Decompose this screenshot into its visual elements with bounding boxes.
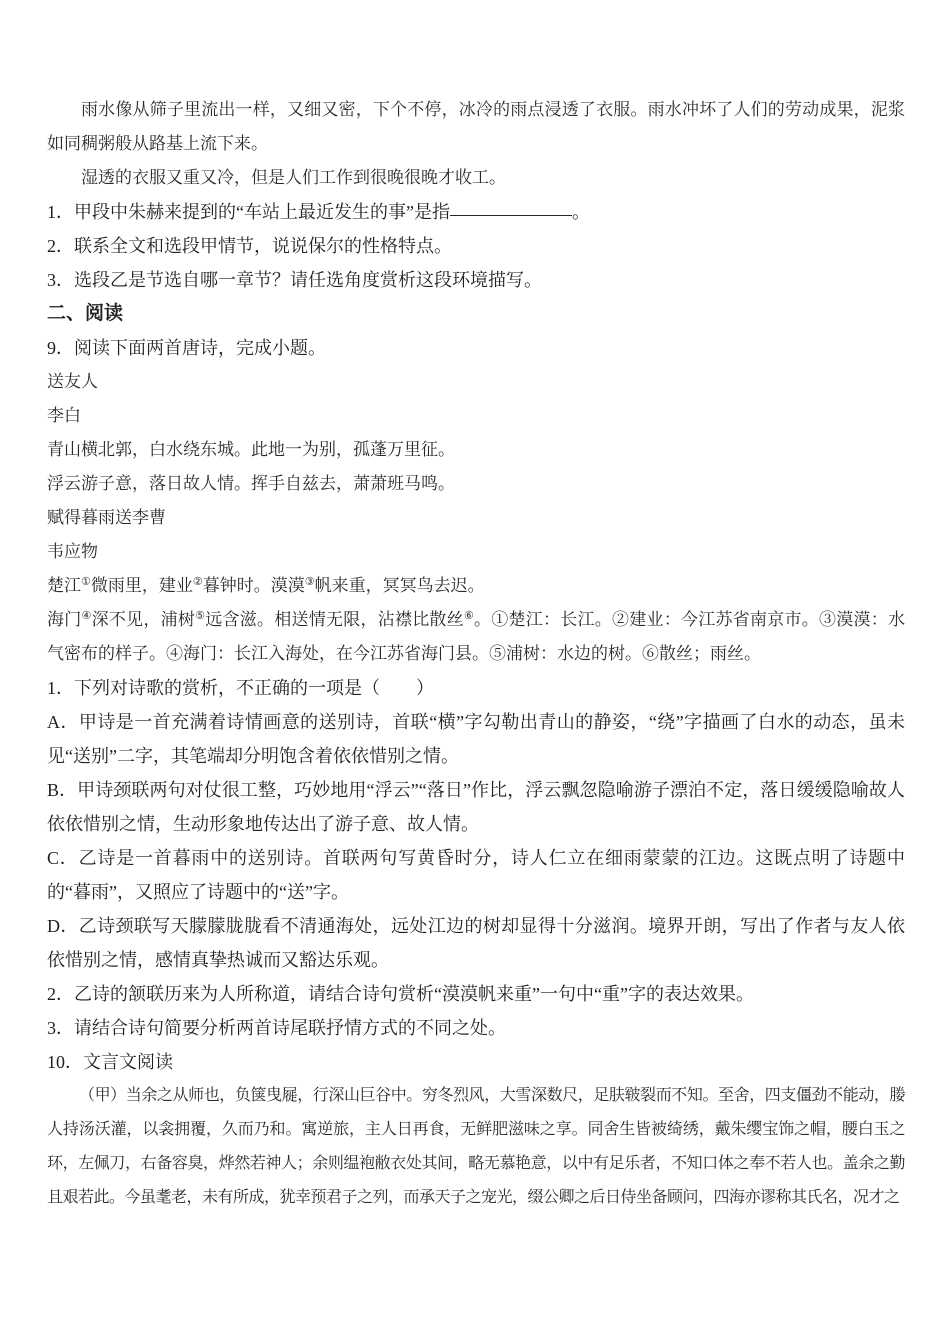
answer-blank — [450, 211, 572, 216]
option-d: D．乙诗颈联写天朦朦胧胧看不清通海处，远处江边的树却显得十分滋润。境界开朗，写出了作者与友人依依惜别之情，感情真挚热诚而又豁达乐观。 — [47, 916, 905, 970]
question-9-intro: 9．阅读下面两首唐诗，完成小题。 — [47, 338, 326, 358]
note-marker-2: ② — [192, 576, 203, 588]
poem-notes-text: 。①楚江：长江。②建业：今江苏省南京市。③漠漠：水气密布的样子。④海门：长江入海处，在今江苏省海门县。⑤浦树：水边的树。⑥散丝；雨丝。 — [47, 610, 905, 663]
sub-question-3: 3．请结合诗句简要分析两首诗尾联抒情方式的不同之处。 — [47, 1018, 506, 1038]
poem-text-run: 远含滋。相送情无限，沾襟比散丝 — [205, 610, 464, 629]
poem-2-line-1 — [47, 569, 905, 603]
note-marker-3: ③ — [304, 576, 315, 588]
poem-text-run: 深不见，浦树 — [91, 610, 196, 629]
option-b: B．甲诗颈联两句对仗很工整，巧妙地用“浮云”“落日”作比，浮云飘忽隐喻游子漂泊不定，落日缓缓隐喻故人依依惜别之情，生动形象地传达出了游子意、故人情。 — [47, 780, 905, 834]
question-1 — [47, 195, 905, 229]
narrative-paragraph-1: 雨水像从筛子里流出一样，又细又密，下个不停，冰冷的雨点浸透了衣服。雨水冲坏了人们的劳动成果，泥浆如同稠粥般从路基上流下来。 — [47, 100, 905, 153]
option-a: A．甲诗是一首充满着诗情画意的送别诗，首联“横”字勾勒出青山的静姿，“绕”字描画了白水的动态，虽未见“送别”二字，其笔端却分明饱含着依依惜别之情。 — [47, 712, 905, 766]
poem-1-title: 送友人 — [47, 372, 98, 391]
note-marker-1: ① — [81, 576, 91, 588]
note-marker-6: ⑥ — [463, 610, 475, 622]
question-2: 2．联系全文和选段甲情节，说说保尔的性格特点。 — [47, 236, 452, 256]
question-1-period: 。 — [571, 202, 590, 222]
poem-2-author: 韦应物 — [47, 542, 98, 561]
narrative-paragraph-2: 湿透的衣服又重又冷，但是人们工作到很晚很晚才收工。 — [81, 168, 506, 187]
poem-text-run: 楚江 — [47, 576, 81, 595]
note-marker-5: ⑤ — [195, 610, 206, 622]
note-marker-4: ④ — [81, 610, 92, 622]
question-1-text: 1．甲段中朱赫来提到的“车站上最近发生的事”是指 — [47, 202, 450, 222]
section-2-heading: 二、阅读 — [47, 303, 124, 324]
poem-text-run: 帆来重，冥冥鸟去迟。 — [314, 576, 485, 595]
poem-1-author: 李白 — [47, 406, 81, 425]
question-3: 3．选段乙是节选自哪一章节？请任选角度赏析这段环境描写。 — [47, 270, 542, 290]
poem-1-line-2: 浮云游子意，落日故人情。挥手自兹去，萧萧班马鸣。 — [47, 474, 455, 493]
poem-text-run: 暮钟时。漠漠 — [202, 576, 305, 595]
option-c: C．乙诗是一首暮雨中的送别诗。首联两句写黄昏时分，诗人仁立在细雨蒙蒙的江边。这既点明了诗题中的“暮雨”，又照应了诗题中的“送”字。 — [47, 848, 905, 902]
poem-1-line-1: 青山横北郭，白水绕东城。此地一为别，孤蓬万里征。 — [47, 440, 455, 459]
sub-question-1: 1．下列对诗歌的赏析，不正确的一项是（ ） — [47, 678, 434, 698]
poem-2-title: 赋得暮雨送李曹 — [47, 508, 166, 527]
question-10-heading: 10．文言文阅读 — [47, 1052, 173, 1072]
poem-text-run: 海门 — [47, 610, 82, 629]
sub-question-2: 2．乙诗的颔联历来为人所称道，请结合诗句赏析“漠漠帆来重”一句中“重”字的表达效果。 — [47, 984, 754, 1004]
poem-2-line-2-and-notes — [47, 603, 905, 671]
poem-text-run: 微雨里，建业 — [90, 576, 193, 595]
classical-passage: （甲）当余之从师也，负箧曳屣，行深山巨谷中。穷冬烈风，大雪深数尺，足肤皲裂而不知。至舍，四支僵劲不能动，媵人持汤沃灌，以衾拥覆，久而乃和。寓逆旅，主人日再食，无鲜肥滋味之享。同舍生皆被绮绣，戴朱缨宝饰之帽，腰白玉之环，左佩刀，右备容臭，烨然若神人；余则缊袍敝衣处其间，略无慕艳意，以中有足乐者，不知口体之奉不若人也。盖余之勤且艰若此。今虽耄老，未有所成，犹幸预君子之列，而承天子之宠光，缀公卿之后日侍坐备顾问，四海亦谬称其氏名，况才之 — [47, 1087, 905, 1206]
